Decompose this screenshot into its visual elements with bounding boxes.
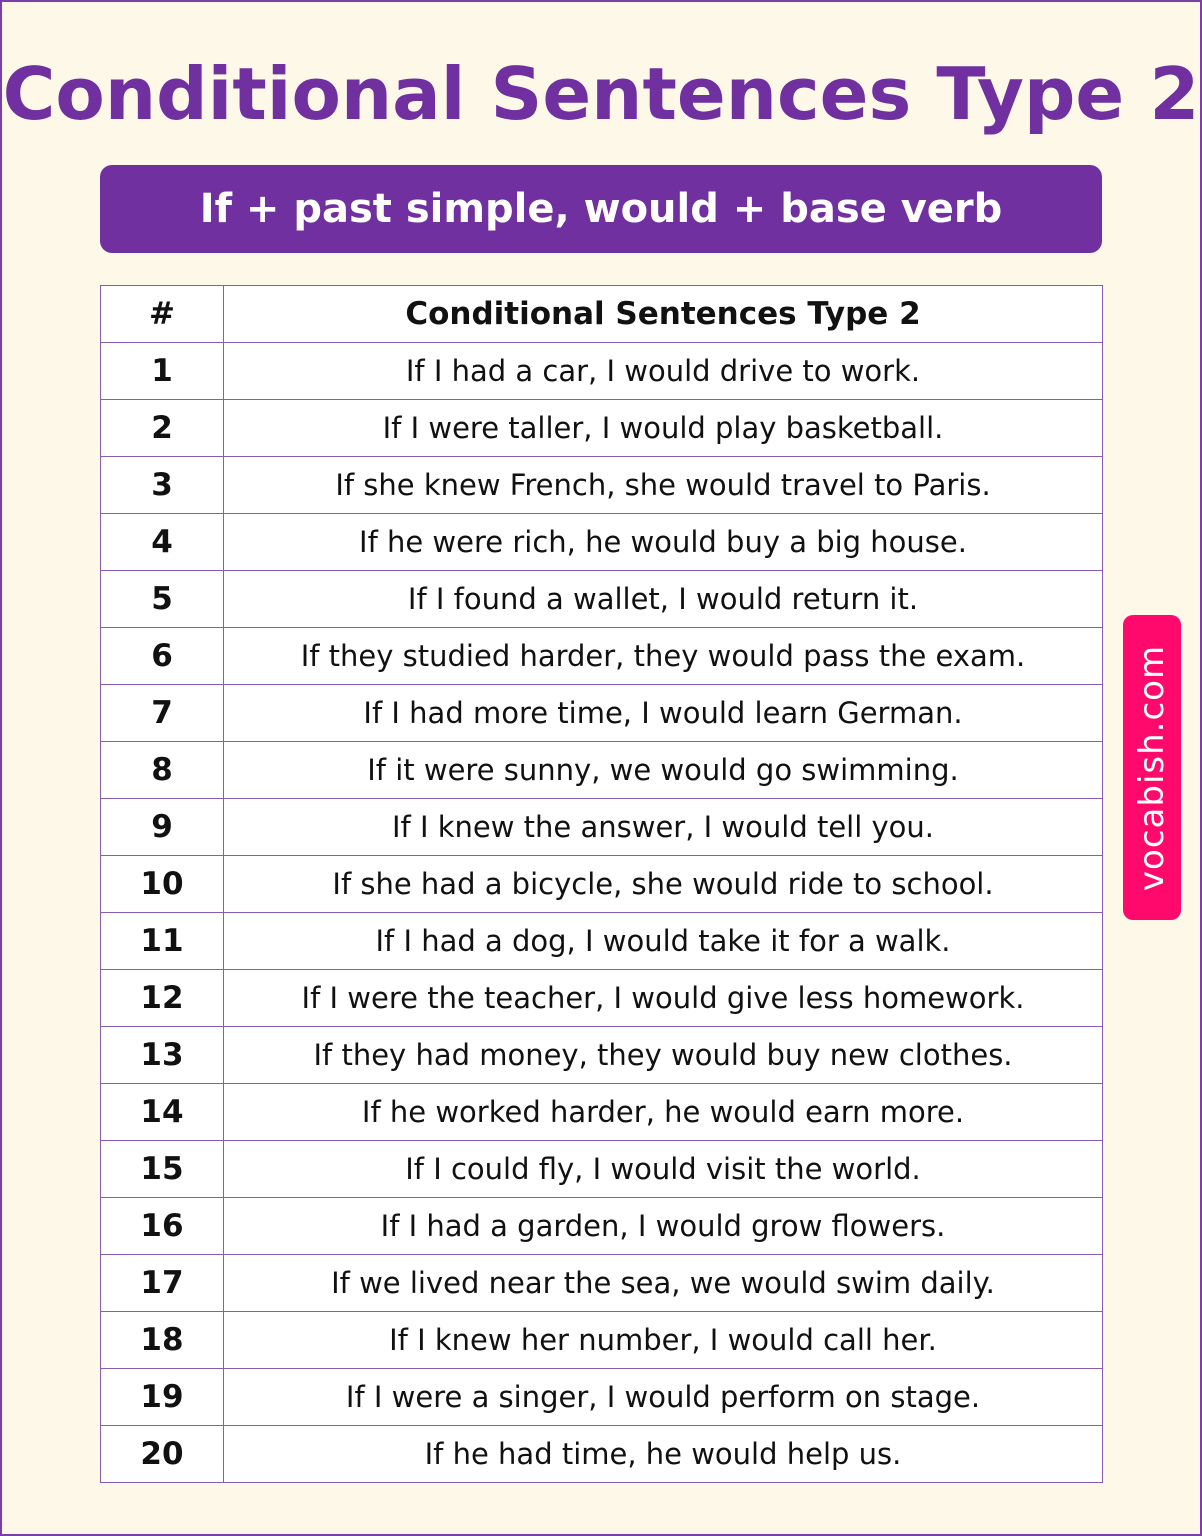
row-number: 14 [101, 1084, 224, 1141]
row-number: 15 [101, 1141, 224, 1198]
row-sentence: If they had money, they would buy new clothes. [224, 1027, 1103, 1084]
header-number: # [101, 286, 224, 343]
table-row [101, 913, 1103, 970]
row-sentence: If it were sunny, we would go swimming. [224, 742, 1103, 799]
row-number: 12 [101, 970, 224, 1027]
row-sentence: If we lived near the sea, we would swim daily. [224, 1255, 1103, 1312]
table-row [101, 628, 1103, 685]
row-sentence: If he had time, he would help us. [224, 1426, 1103, 1483]
table-row [101, 1084, 1103, 1141]
row-sentence: If he were rich, he would buy a big house. [224, 514, 1103, 571]
row-number: 20 [101, 1426, 224, 1483]
table-header-row [101, 286, 1103, 343]
row-number: 17 [101, 1255, 224, 1312]
table-body [101, 343, 1103, 1483]
row-sentence: If I could fly, I would visit the world. [224, 1141, 1103, 1198]
row-number: 3 [101, 457, 224, 514]
table-row [101, 1369, 1103, 1426]
header-sentence: Conditional Sentences Type 2 [224, 286, 1103, 343]
table-row [101, 1027, 1103, 1084]
row-number: 11 [101, 913, 224, 970]
row-sentence: If she knew French, she would travel to Paris. [224, 457, 1103, 514]
row-number: 13 [101, 1027, 224, 1084]
row-number: 5 [101, 571, 224, 628]
table-row [101, 685, 1103, 742]
table-row [101, 856, 1103, 913]
row-sentence: If I knew her number, I would call her. [224, 1312, 1103, 1369]
table-row [101, 1426, 1103, 1483]
watermark-text: vocabish.com [1132, 644, 1173, 891]
row-number: 18 [101, 1312, 224, 1369]
table-row [101, 343, 1103, 400]
row-sentence: If she had a bicycle, she would ride to school. [224, 856, 1103, 913]
table-row [101, 742, 1103, 799]
row-number: 4 [101, 514, 224, 571]
row-number: 10 [101, 856, 224, 913]
row-number: 6 [101, 628, 224, 685]
row-number: 7 [101, 685, 224, 742]
page-title: Conditional Sentences Type 2 [2, 52, 1200, 136]
table-row [101, 1255, 1103, 1312]
row-sentence: If I had a dog, I would take it for a walk. [224, 913, 1103, 970]
row-number: 19 [101, 1369, 224, 1426]
row-number: 16 [101, 1198, 224, 1255]
row-sentence: If I found a wallet, I would return it. [224, 571, 1103, 628]
row-number: 2 [101, 400, 224, 457]
row-sentence: If I had more time, I would learn German. [224, 685, 1103, 742]
table-row [101, 970, 1103, 1027]
table-row [101, 571, 1103, 628]
row-sentence: If I knew the answer, I would tell you. [224, 799, 1103, 856]
row-sentence: If I had a garden, I would grow flowers. [224, 1198, 1103, 1255]
row-sentence: If he worked harder, he would earn more. [224, 1084, 1103, 1141]
row-sentence: If I were a singer, I would perform on stage. [224, 1369, 1103, 1426]
row-sentence: If I were taller, I would play basketball. [224, 400, 1103, 457]
row-number: 9 [101, 799, 224, 856]
formula-text: If + past simple, would + base verb [199, 186, 1003, 232]
table-row [101, 457, 1103, 514]
row-number: 1 [101, 343, 224, 400]
table-row [101, 1312, 1103, 1369]
table-row [101, 799, 1103, 856]
watermark-badge [1123, 615, 1181, 920]
table-row [101, 1198, 1103, 1255]
table-row [101, 400, 1103, 457]
row-sentence: If they studied harder, they would pass the exam. [224, 628, 1103, 685]
row-number: 8 [101, 742, 224, 799]
row-sentence: If I had a car, I would drive to work. [224, 343, 1103, 400]
formula-banner [100, 165, 1102, 253]
table-row [101, 514, 1103, 571]
row-sentence: If I were the teacher, I would give less homework. [224, 970, 1103, 1027]
sentences-table [100, 285, 1103, 1483]
table-row [101, 1141, 1103, 1198]
